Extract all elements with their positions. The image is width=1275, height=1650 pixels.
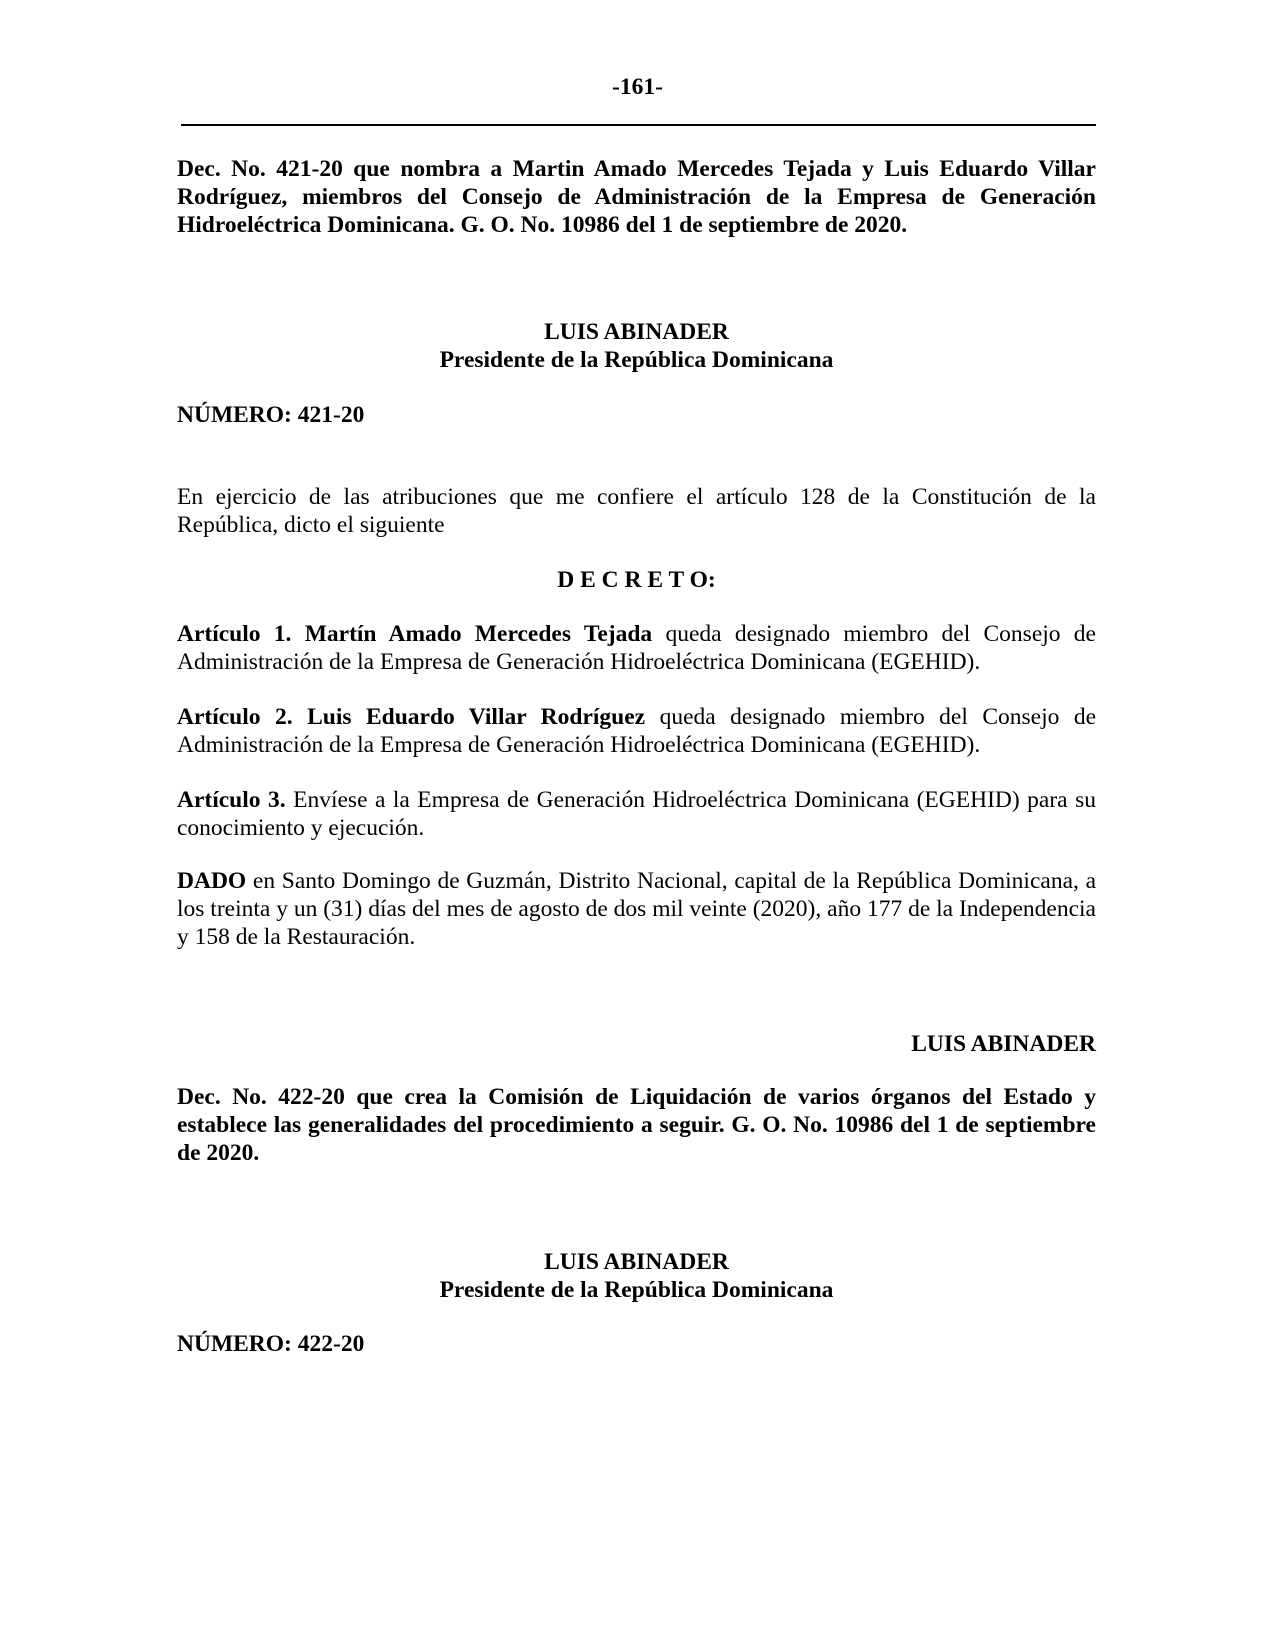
article-3-label: Artículo 3. [177,787,286,813]
article-3 [177,786,1096,842]
article-1 [177,620,1096,676]
page-number: -161- [612,74,663,100]
article-1-name: Martín Amado Mercedes Tejada [304,621,653,647]
dado-paragraph [177,867,1096,951]
decree-421-heading: D E C R E T O: [557,567,716,593]
article-2-name: Luis Eduardo Villar Rodríguez [307,704,646,730]
article-3-text: Envíese a la Empresa de Generación Hidroeléctrica Dominicana (EGEHID) para su conocimiento y ejecución. [177,787,1096,841]
article-2-label: Artículo 2. [177,704,293,730]
dado-text: en Santo Domingo de Guzmán, Distrito Nacional, capital de la República Dominicana, a los treinta y un (31) días del mes de agosto de dos mil veinte (2020), año 177 de la Independencia y 158 de la Restauración. [177,868,1096,950]
decree-421-signature: LUIS ABINADER [911,1031,1096,1057]
decree-422-president-block [177,1248,1096,1304]
president-name: LUIS ABINADER [544,319,729,345]
article-1-label: Artículo 1. [177,621,292,647]
dado-label: DADO [177,868,247,894]
decree-421-president-block [177,318,1096,374]
header-rule [181,124,1096,126]
decree-421-preamble: En ejercicio de las atribuciones que me confiere el artículo 128 de la Constitución de la República, dicto el siguiente [177,484,1096,538]
decree-422-number: NÚMERO: 422-20 [177,1331,365,1357]
decree-422-summary: Dec. No. 422-20 que crea la Comisión de Liquidación de varios órganos del Estado y establece las generalidades del procedimiento a seguir. G. O. No. 10986 del 1 de septiembre de 2020. [177,1084,1096,1166]
president-name: LUIS ABINADER [544,1249,729,1275]
decree-421-number: NÚMERO: 421-20 [177,402,365,428]
article-1-text: queda designado miembro del Consejo de Administración de la Empresa de Generación Hidroeléctrica Dominicana (EGEHID). [177,621,1096,675]
decree-421-summary: Dec. No. 421-20 que nombra a Martin Amado Mercedes Tejada y Luis Eduardo Villar Rodríguez, miembros del Consejo de Administración de la Empresa de Generación Hidroeléctrica Dominicana. G. O. No. 10986 del 1 de septiembre de 2020. [177,156,1096,238]
president-title: Presidente de la República Dominicana [439,347,834,373]
article-2 [177,703,1096,759]
president-title: Presidente de la República Dominicana [439,1277,834,1303]
article-2-text: queda designado miembro del Consejo de Administración de la Empresa de Generación Hidroeléctrica Dominicana (EGEHID). [177,704,1096,758]
